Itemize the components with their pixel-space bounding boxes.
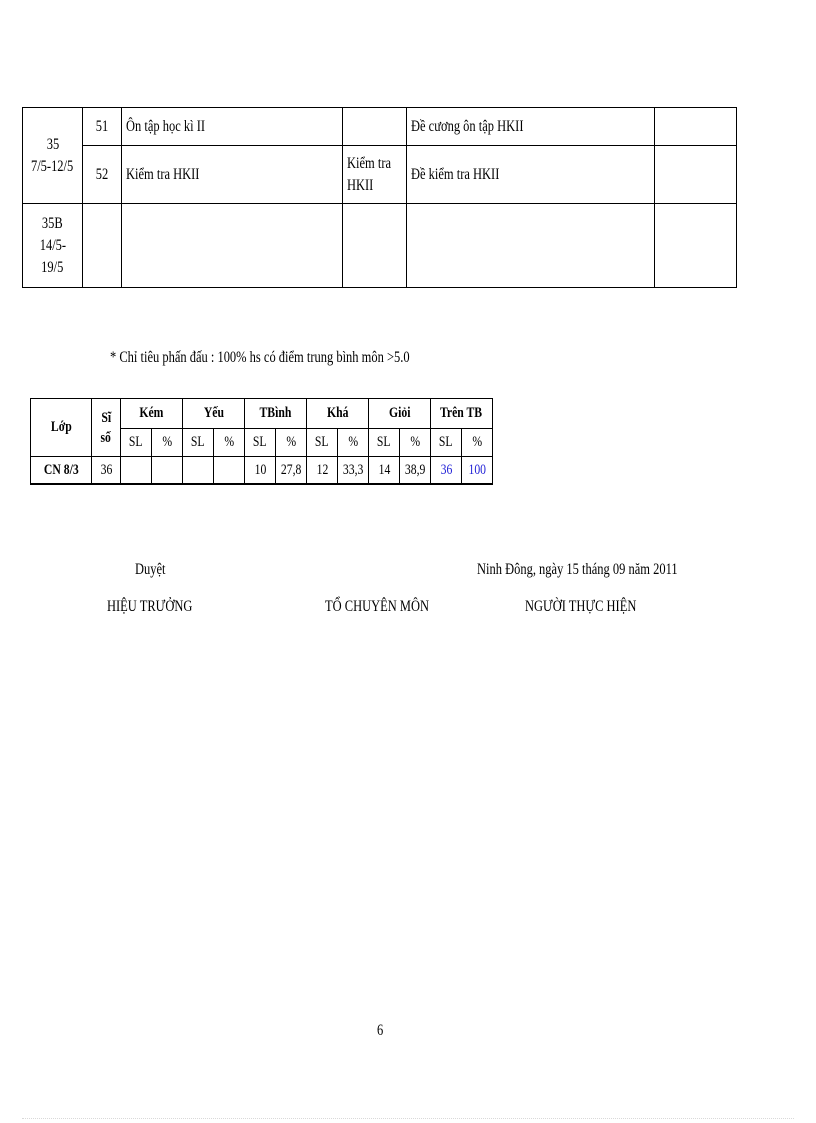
sl-label: SL	[439, 434, 453, 450]
pct-label: %	[286, 434, 296, 450]
principal-text: HIỆU TRƯỞNG	[107, 598, 193, 615]
pct-header	[462, 429, 493, 457]
gioi-sl-label: 14	[378, 461, 390, 478]
yeu-sl-value	[183, 457, 214, 485]
lesson-note-line: Kiểm tra	[347, 154, 392, 172]
kha-pct-label: 33,3	[342, 461, 364, 478]
lesson-material: Đề cương ôn tập HKII	[411, 117, 524, 135]
kha-pct-value	[338, 457, 369, 485]
tbinh-sl-label: 10	[254, 461, 266, 478]
gioi-header-label: Giỏi	[388, 405, 411, 421]
target-text: * Chỉ tiêu phấn đấu : 100% hs có điểm trung bình môn >5.0	[110, 349, 410, 366]
pct-header	[214, 429, 245, 457]
sl-label: SL	[315, 434, 329, 450]
sl-header	[307, 429, 338, 457]
lesson-material: Đề kiểm tra HKII	[411, 165, 500, 183]
pct-header	[152, 429, 183, 457]
siso-label: 36	[100, 461, 112, 478]
pct-label: %	[472, 434, 482, 450]
pct-label: %	[410, 434, 420, 450]
pct-label: %	[224, 434, 234, 450]
department-title	[325, 598, 458, 616]
kem-header	[121, 399, 183, 429]
lesson-note-cell	[343, 108, 407, 146]
lesson-content: Ôn tập học kì II	[126, 117, 206, 135]
kha-sl-value	[307, 457, 338, 485]
siso-header	[92, 399, 121, 457]
yeu-header-label: Yếu	[203, 405, 224, 421]
lesson-extra-cell	[655, 146, 737, 204]
kha-sl-label: 12	[316, 461, 328, 478]
sl-header	[183, 429, 214, 457]
trentb-sl-label: 36	[440, 461, 452, 478]
page-number-text: 6	[377, 1022, 384, 1039]
kem-sl-value	[121, 457, 152, 485]
kem-pct-value	[152, 457, 183, 485]
lesson-content-cell	[122, 204, 343, 288]
week-number: 35B	[42, 214, 63, 232]
kha-header-label: Khá	[326, 405, 349, 421]
week-dates: 7/5-12/5	[31, 157, 74, 175]
class-header	[31, 399, 92, 457]
place-date-text: Ninh Đông, ngày 15 tháng 09 năm 2011	[477, 561, 678, 578]
stats-data-row	[31, 457, 493, 485]
department-text: TỔ CHUYÊN MÔN	[325, 598, 429, 615]
sl-label: SL	[377, 434, 391, 450]
lesson-number-cell	[83, 204, 122, 288]
place-date	[477, 561, 734, 579]
table-row	[23, 108, 737, 146]
sl-label: SL	[191, 434, 205, 450]
stats-header-row	[31, 399, 493, 429]
tbinh-sl-value	[245, 457, 276, 485]
week-number: 35	[46, 135, 59, 153]
sl-header	[369, 429, 400, 457]
lesson-extra-cell	[655, 204, 737, 288]
gioi-pct-label: 38,9	[404, 461, 426, 478]
week-dates: 19/5	[41, 258, 64, 276]
sl-header	[245, 429, 276, 457]
gioi-header	[369, 399, 431, 429]
tbinh-header-label: TBình	[259, 405, 292, 421]
lesson-content-cell	[122, 108, 343, 146]
lesson-extra-cell	[655, 108, 737, 146]
lesson-content: Kiểm tra HKII	[126, 165, 200, 183]
siso-value	[92, 457, 121, 485]
trentb-header	[431, 399, 493, 429]
pct-header	[276, 429, 307, 457]
stats-table	[30, 398, 493, 485]
lesson-material-cell	[407, 146, 655, 204]
gioi-pct-value	[400, 457, 431, 485]
tbinh-header	[245, 399, 307, 429]
pct-header	[400, 429, 431, 457]
gioi-sl-value	[369, 457, 400, 485]
class-value	[31, 457, 92, 485]
week-cell	[23, 108, 83, 204]
sl-label: SL	[129, 434, 143, 450]
table-row	[23, 204, 737, 288]
lesson-number-cell	[83, 108, 122, 146]
trentb-pct-value	[462, 457, 493, 485]
pct-header	[338, 429, 369, 457]
sl-header	[431, 429, 462, 457]
trentb-pct-label: 100	[468, 461, 486, 478]
pct-label: %	[348, 434, 358, 450]
trentb-sl-value	[431, 457, 462, 485]
trentb-header-label: Trên TB	[440, 405, 483, 421]
approve-label	[135, 561, 174, 579]
lesson-content-cell	[122, 146, 343, 204]
sl-label: SL	[253, 434, 267, 450]
page-bottom-divider	[22, 1118, 794, 1120]
lesson-material-cell	[407, 108, 655, 146]
sl-header	[121, 429, 152, 457]
target-statement	[110, 349, 494, 367]
principal-title	[107, 598, 216, 616]
tbinh-pct-label: 27,8	[280, 461, 302, 478]
table-row	[23, 146, 737, 204]
lesson-number: 51	[95, 117, 109, 135]
yeu-header	[183, 399, 245, 429]
pct-label: %	[162, 434, 172, 450]
tbinh-pct-value	[276, 457, 307, 485]
siso-header-line: Sĩ	[101, 409, 111, 426]
lesson-material-cell	[407, 204, 655, 288]
kha-header	[307, 399, 369, 429]
schedule-table	[22, 107, 737, 288]
week-dates: 14/5-	[39, 236, 66, 254]
lesson-number-cell	[83, 146, 122, 204]
page-number	[377, 1022, 385, 1040]
class-header-label: Lớp	[50, 419, 72, 435]
week-cell	[23, 204, 83, 288]
class-label: CN 8/3	[43, 461, 79, 478]
lesson-note-cell	[343, 204, 407, 288]
approve-text: Duyệt	[135, 561, 166, 578]
author-text: NGƯỜI THỰC HIỆN	[525, 598, 637, 615]
yeu-pct-value	[214, 457, 245, 485]
lesson-number: 52	[95, 165, 109, 183]
siso-header-line: số	[100, 429, 112, 446]
author-title	[525, 598, 668, 616]
lesson-note-cell	[343, 146, 407, 204]
lesson-note-line: HKII	[347, 176, 374, 194]
kem-header-label: Kém	[139, 405, 164, 421]
